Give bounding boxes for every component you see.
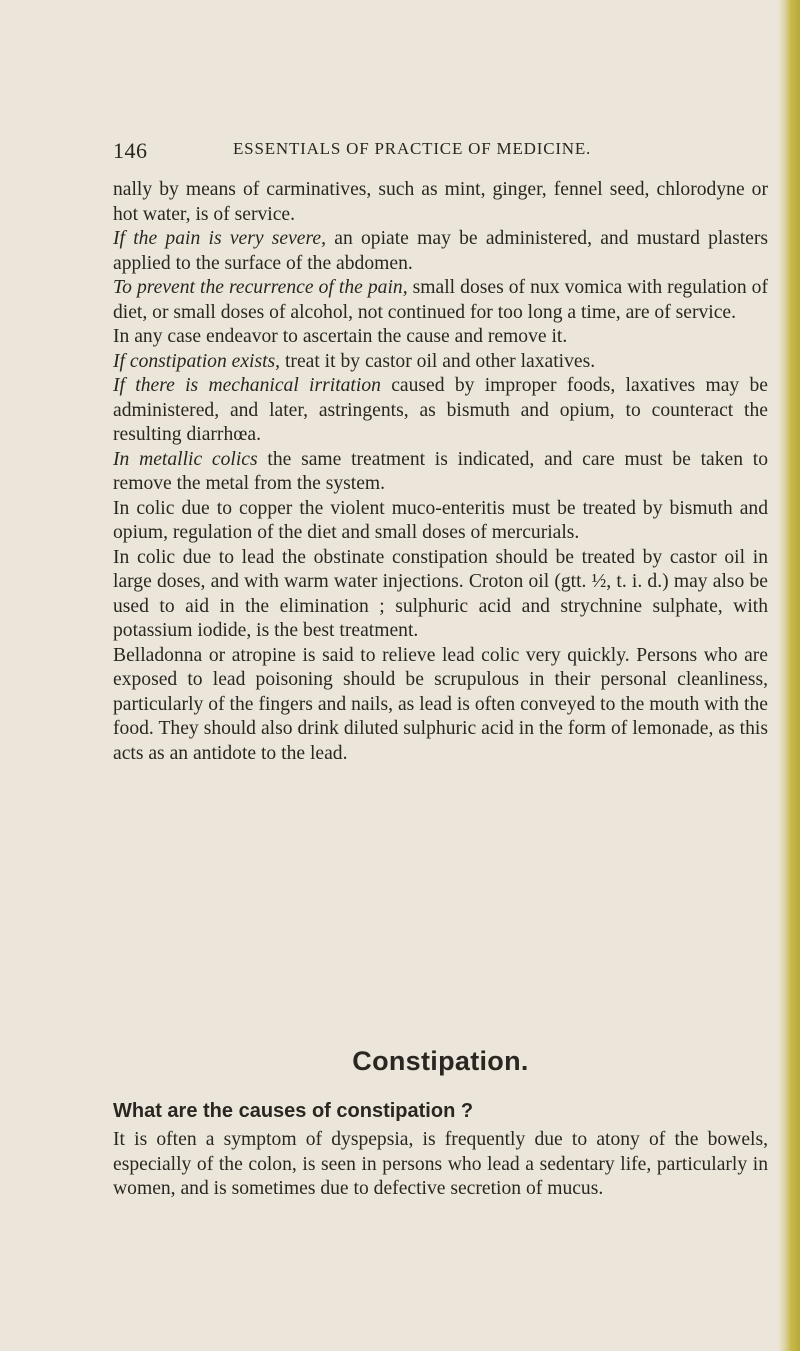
page-edge [778, 0, 800, 1351]
paragraph: In colic due to copper the violent muco-enteritis must be treated by bismuth and opium, regulation of the diet and small doses of mercurials. [113, 497, 768, 543]
paragraph: If constipation exists, treat it by castor oil and other laxatives. [113, 350, 596, 372]
paragraph: If the pain is very severe, an opiate may be administered, and mustard plasters applied to the surface of the abdomen. [113, 228, 768, 274]
paragraph: To prevent the recurrence of the pain, small doses of nux vomica with regulation of diet, or small doses of alcohol, not continued for too long a time, are of service. [113, 277, 768, 323]
paragraph: In any case endeavor to ascertain the cause and remove it. [113, 326, 568, 347]
body-text [113, 178, 768, 766]
paragraph: nally by means of carminatives, such as mint, ginger, fennel seed, chlorodyne or hot water, is of service. [113, 179, 768, 225]
paragraph: If there is mechanical irritation caused by improper foods, laxatives may be administered, and later, astringents, as bismuth and opium, to counteract the resulting diarrhœa. [113, 375, 768, 445]
page-header [113, 138, 768, 166]
answer-paragraph: It is often a symptom of dyspepsia, is frequently due to atony of the bowels, especially of the colon, is seen in persons who lead a sedentary life, particularly in women, and is sometimes due to defective secretion of mucus. [113, 1129, 768, 1199]
running-head: ESSENTIALS OF PRACTICE OF MEDICINE. [233, 139, 592, 158]
paragraph: In metallic colics the same treatment is indicated, and care must be taken to remove the metal from the system. [113, 448, 768, 494]
paragraph: In colic due to lead the obstinate constipation should be treated by castor oil in large doses, and with warm water injections. Croton oil (gtt. ½, t. i. d.) may also be used to aid in the elimination ; sulphuric acid and strychnine sulphate, with potassium iodide, is the best treatment. [113, 546, 768, 641]
question-heading: What are the causes of constipation ? [113, 1100, 474, 1122]
paragraph: Belladonna or atropine is said to relieve lead colic very quickly. Persons who are exposed to lead poisoning should be scrupulous in their personal cleanliness, particularly of the fingers and nails, as lead is often conveyed to the mouth with the food. They should also drink diluted sulphuric acid in the form of lemonade, as this acts as an antidote to the lead. [113, 644, 768, 764]
page-number: 146 [113, 138, 148, 163]
section-title: Constipation. [352, 1046, 529, 1076]
